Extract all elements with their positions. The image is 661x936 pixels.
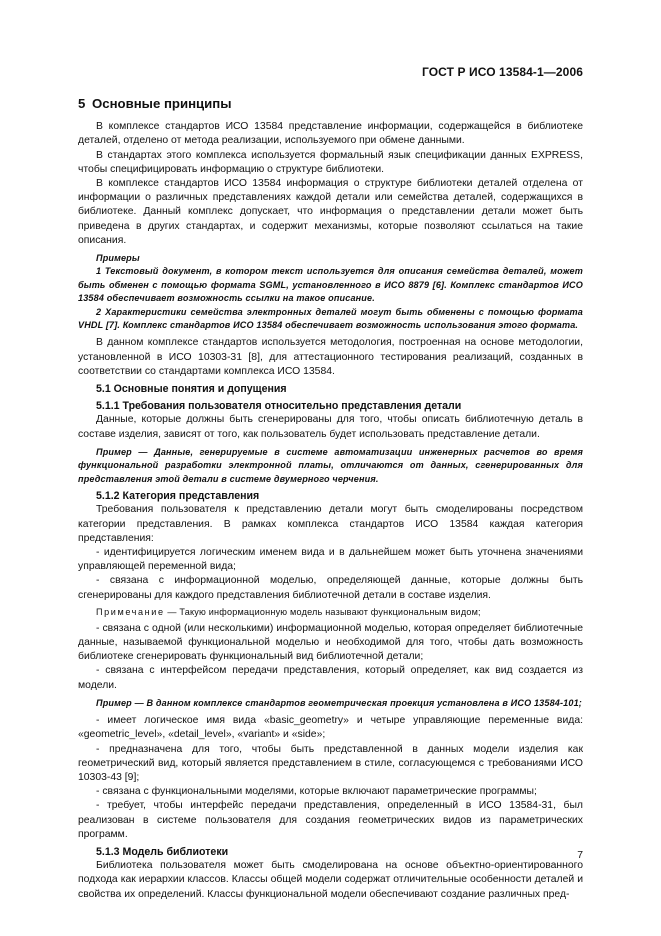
subsection-heading-5-1-1: 5.1.1 Требования пользователя относительно представления детали bbox=[96, 400, 462, 413]
subsection-heading-5-1-3: 5.1.3 Модель библиотеки bbox=[96, 845, 229, 858]
subsection-heading-5-1-2: 5.1.2 Категория представления bbox=[96, 490, 260, 503]
paragraph-7: Библиотека пользователя может быть смоделирована на основе объектно-ориентированного подхода как иерархии классов. Классы общей модели содержат отличительные особенности деталей и свойства их определений. Классы функциональной модели обеспечивают создание различных пред- bbox=[78, 860, 583, 900]
page-content bbox=[78, 97, 583, 902]
bullet-4: - связана с интерфейсом передачи представления, который определяет, как вид создается из модели. bbox=[78, 665, 583, 691]
paragraph-3: В комплексе стандартов ИСО 13584 информация о структуре библиотеки деталей отделена от информации о различных представлениях каждой детали или семейства деталей, содержащихся в библиотеке. Данный комплекс допускает, что информация о представлении детали может быть приведена в других стандартах, и содержит механизмы, которые позволяют ссылаться на такие описания. bbox=[78, 178, 583, 246]
note-text: — Такую информационную модель называют функциональным видом; bbox=[164, 606, 481, 617]
paragraph-4: В данном комплексе стандартов используется методология, построенная на основе методологии, установленной в ИСО 10303-31 [8], для аттестационного тестирования реализаций, созданных в соответствии со стандартами комплекса ИСО 13584. bbox=[78, 337, 583, 377]
paragraph-2: В стандартах этого комплекса используется формальный язык спецификации данных EXPRESS, чтобы специфицировать информацию о структуре библиотеки. bbox=[78, 149, 583, 175]
example-2: 2 Характеристики семейства электронных деталей могут быть обменены с помощью формата VHDL [7]. Комплекс стандартов ИСО 13584 обеспечивает возможность использования этого формата. bbox=[78, 306, 583, 331]
note bbox=[78, 606, 583, 619]
bullet-5: - имеет логическое имя вида «basic_geometry» и четыре управляющие переменные вида: «geometric_level», «detail_level», «variant» и «side»; bbox=[78, 715, 583, 741]
section-number: 5 bbox=[78, 96, 86, 111]
standard-header: ГОСТ Р ИСО 13584-1—2006 bbox=[421, 65, 583, 79]
bullet-1: - идентифицируется логическим именем вида и в дальнейшем может быть уточнена значениями управляющей переменной вида; bbox=[78, 546, 583, 573]
section-heading bbox=[78, 97, 583, 111]
bullet-6: - предназначена для того, чтобы быть представленной в данных модели изделия как геометрический вид, который является представлением в стиле, согласующемся с требованиями ИСО 10303-43 [9]; bbox=[78, 743, 583, 783]
example-4: Пример — В данном комплексе стандартов геометрическая проекция установлена в ИСО 13584-101; bbox=[96, 697, 582, 708]
page-number: 7 bbox=[577, 850, 583, 861]
bullet-7: - связана с функциональными моделями, которые включают параметрические программы; bbox=[96, 786, 537, 798]
note-label: Примечание bbox=[96, 606, 165, 617]
bullet-2: - связана с информационной моделью, определяющей данные, которые должны быть сгенерированы для каждого представления библиотечной детали в составе изделия. bbox=[78, 575, 583, 601]
bullet-8: - требует, чтобы интерфейс передачи представления, определенный в ИСО 13584-31, был реализован в системе пользователя для создания геометрических видов из параметрических программ. bbox=[78, 800, 583, 840]
example-1: 1 Текстовый документ, в котором текст используется для описания семейства деталей, может быть обменен с помощью формата SGML, установленного в ИСО 8879 [6]. Комплекс стандартов ИСО 13584 обеспечивает возможность ссылки на такое описание. bbox=[78, 266, 583, 304]
bullet-3: - связана с одной (или несколькими) информационной моделью, которая определяет библиотечные данные, называемой функциональной моделью и необходимой для того, чтобы дать возможность библиотеке сгенерировать функциональный вид библиотечной детали; bbox=[78, 622, 583, 663]
example-3: Пример — Данные, генерируемые в системе автоматизации инженерных расчетов во время функциональной разработки электронной платы, отличаются от данных, сгенерированных для представления этой детали в системе двумерного черчения. bbox=[78, 446, 583, 484]
paragraph-1: В комплексе стандартов ИСО 13584 представление информации, содержащейся в библиотеке деталей, отделено от метода реализации, используемого при обмене данными. bbox=[78, 121, 583, 147]
paragraph-6: Требования пользователя к представлению детали могут быть смоделированы посредством категории представления. В рамках комплекса стандартов ИСО 13584 каждая категория представления: bbox=[78, 504, 583, 544]
paragraph-5: Данные, которые должны быть сгенерированы для того, чтобы описать библиотечную деталь в составе изделия, зависят от того, как пользователь будет использовать представление детали. bbox=[78, 414, 583, 440]
section-title: Основные принципы bbox=[92, 96, 232, 111]
examples-heading: Примеры bbox=[96, 253, 140, 264]
subsection-heading-5-1: 5.1 Основные понятия и допущения bbox=[96, 383, 287, 396]
